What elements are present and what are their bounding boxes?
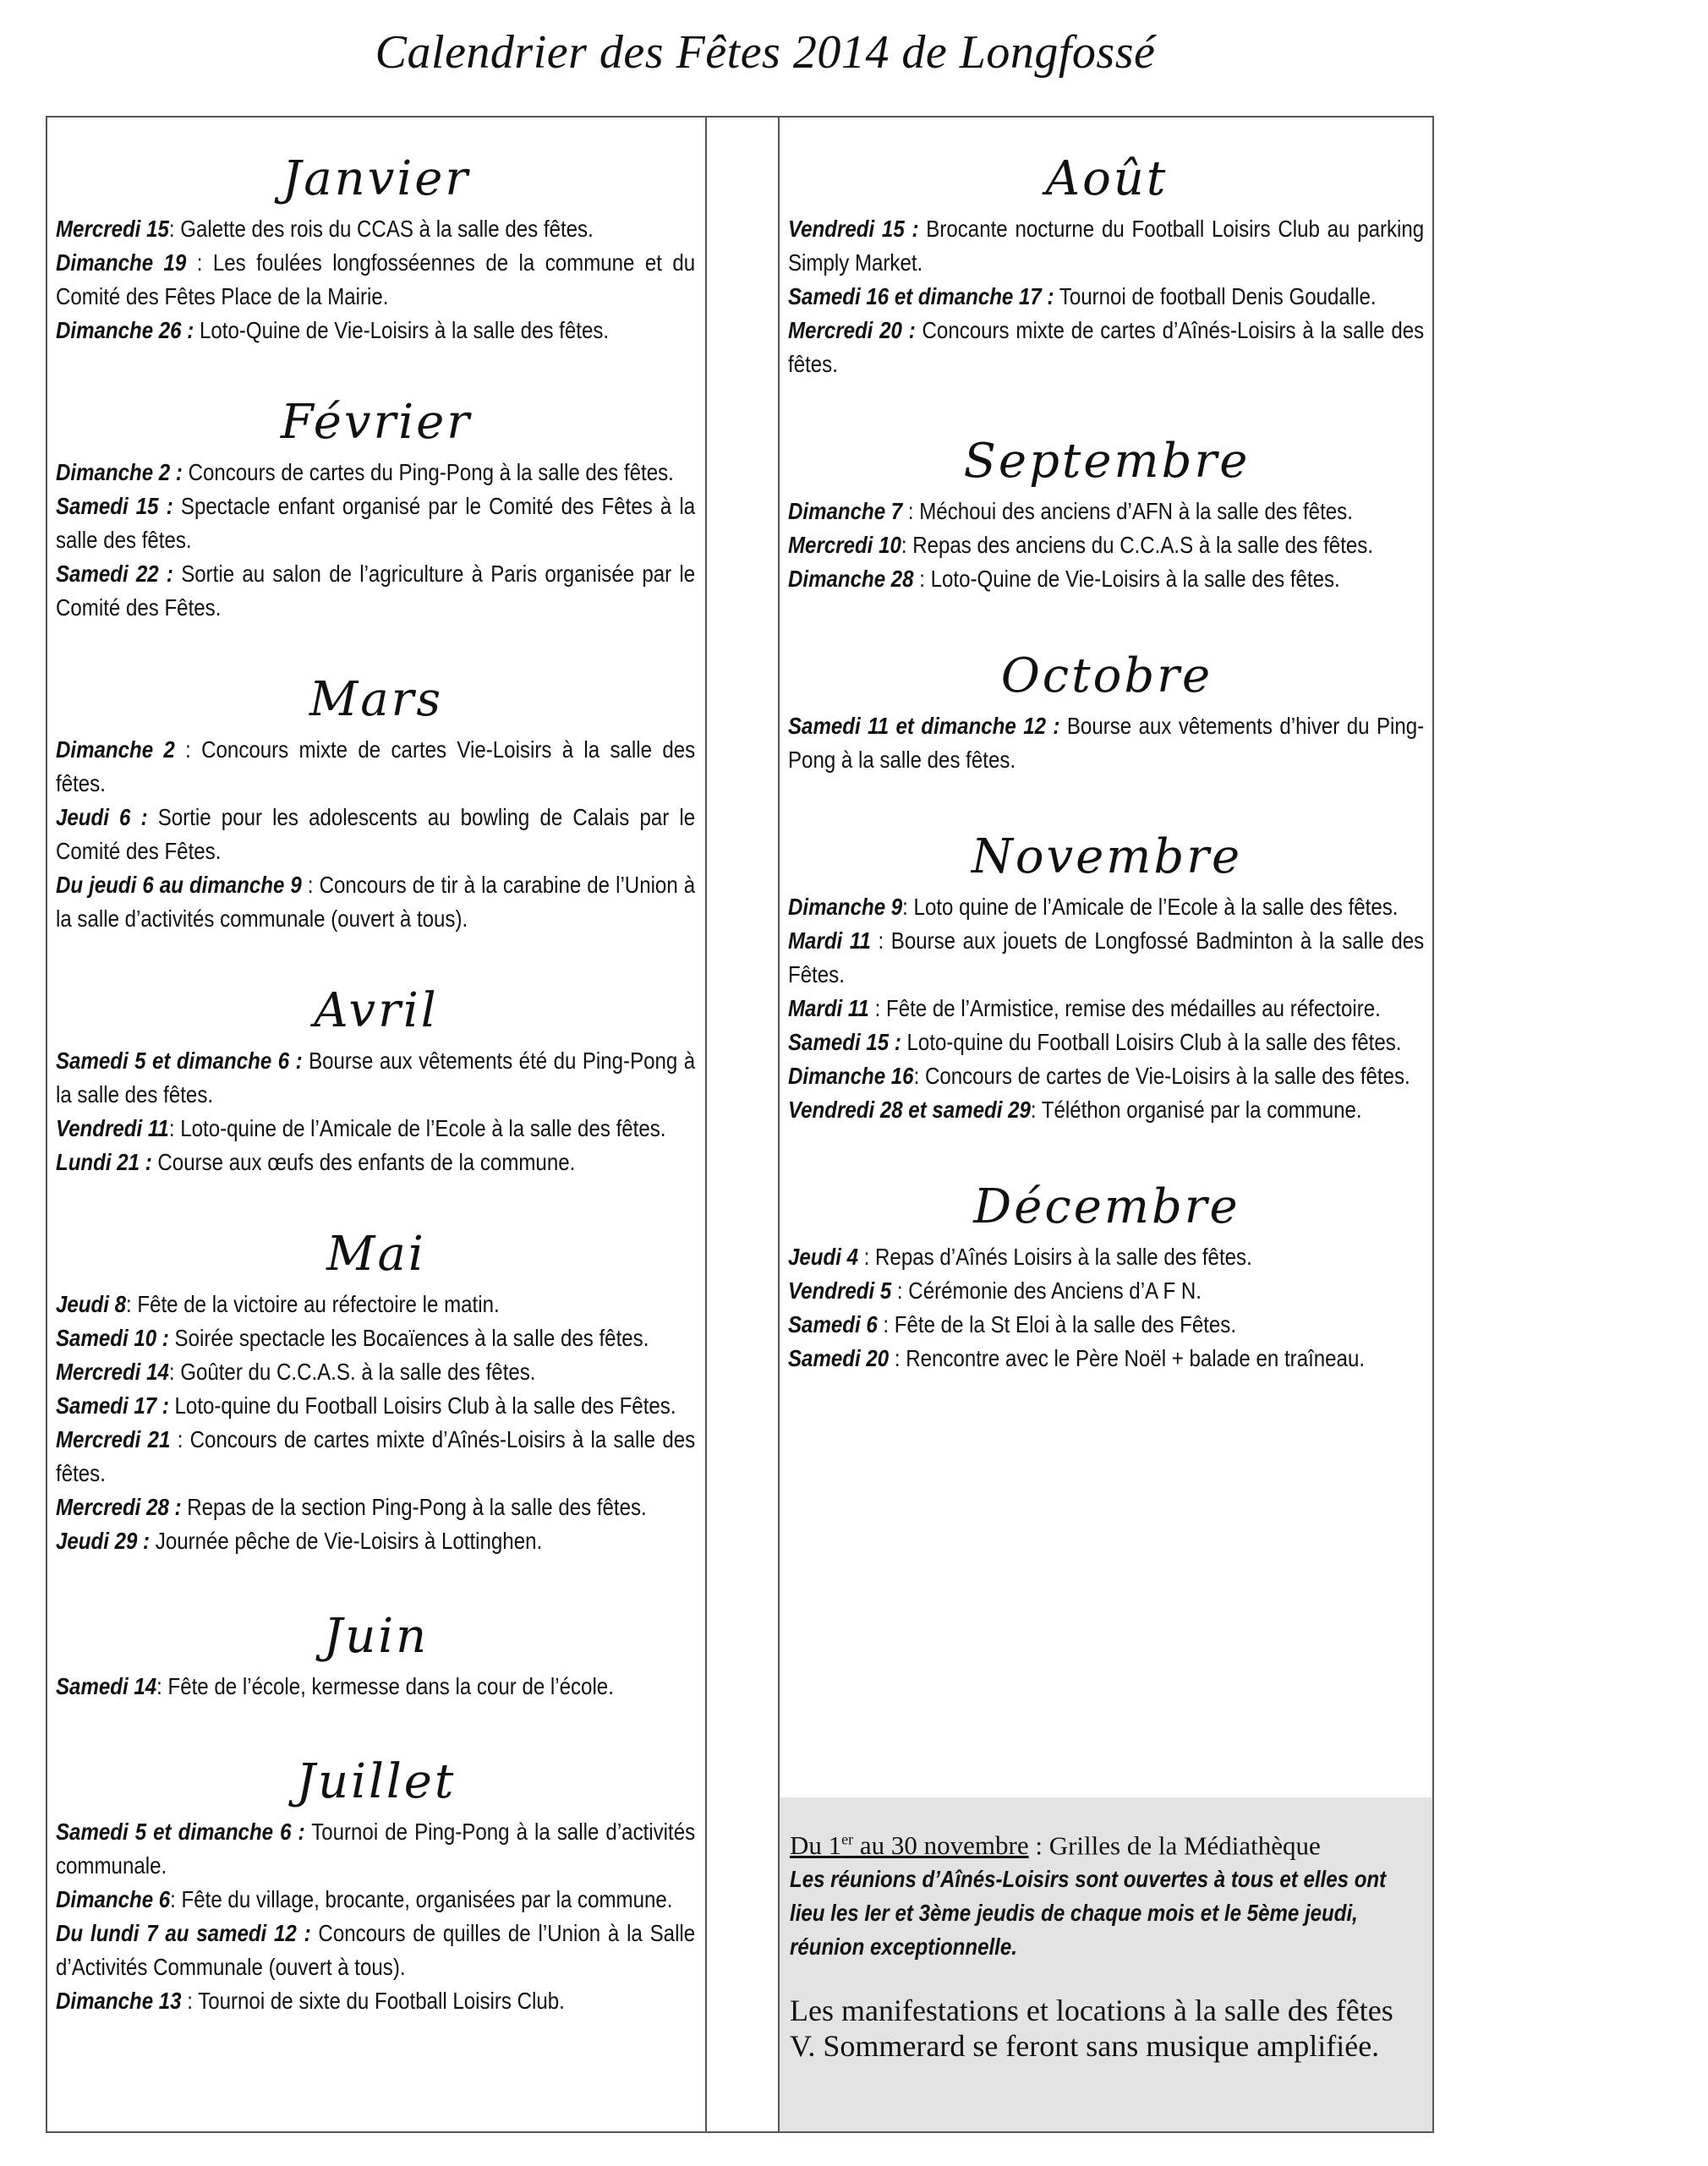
event-entry	[56, 733, 695, 801]
event-description: : Concours de cartes de Vie-Loisirs à la salle des fêtes.	[913, 1063, 1410, 1089]
month-heading: Octobre	[1000, 648, 1213, 703]
event-entry	[56, 801, 695, 868]
event-date: Samedi 5 et dimanche 6 :	[56, 1047, 303, 1074]
event-date: Mercredi 28 :	[56, 1494, 182, 1520]
expo-dates: Du 1er au 30 novembre	[790, 1830, 1029, 1861]
music-notice: Les manifestations et locations à la salle des fêtes V. Sommerard se feront sans musique amplifiée.	[790, 1994, 1393, 2064]
event-description: Sortie au salon de l’agriculture à Paris organisée par le Comité des Fêtes.	[56, 561, 696, 621]
event-entry	[788, 562, 1424, 596]
event-description: : Fête du village, brocante, organisées par la commune.	[170, 1886, 673, 1912]
event-date: Lundi 21 :	[56, 1149, 152, 1175]
event-entry	[56, 1490, 695, 1524]
event-date: Dimanche 9	[788, 894, 903, 920]
event-entry	[788, 528, 1424, 562]
event-entry	[56, 246, 695, 314]
event-entry	[56, 1524, 695, 1558]
event-date: Mercredi 10	[788, 532, 901, 558]
month-section-fevrier	[56, 395, 697, 625]
event-entry	[788, 1093, 1424, 1127]
event-description: : Repas d’Aînés Loisirs à la salle des fêtes.	[857, 1244, 1252, 1270]
month-heading: Août	[1045, 151, 1169, 206]
event-description: : Fête de l’école, kermesse dans la cour de l’école.	[156, 1673, 614, 1699]
event-description: : Fête de l’Armistice, remise des médailles au réfectoire.	[868, 995, 1381, 1021]
month-section-avril	[56, 983, 697, 1179]
event-description: : Les foulées longfosséennes de la commune et du Comité des Fêtes Place de la Mairie.	[56, 249, 696, 309]
event-entry	[788, 924, 1424, 992]
event-date: Jeudi 29 :	[56, 1528, 151, 1554]
month-section-octobre	[788, 648, 1426, 777]
event-entry	[788, 1240, 1424, 1274]
event-date: Mercredi 21	[56, 1426, 171, 1452]
event-description: : Repas des anciens du C.C.A.S à la salle des fêtes.	[901, 532, 1374, 558]
info-box	[780, 1797, 1432, 2131]
event-date: Mercredi 14	[56, 1359, 169, 1385]
event-date: Vendredi 11	[56, 1115, 169, 1141]
month-section-mai	[56, 1227, 697, 1558]
event-description: : Goûter du C.C.A.S. à la salle des fêtes.	[168, 1359, 536, 1385]
event-entry	[788, 992, 1424, 1026]
event-date: Mercredi 20 :	[788, 317, 916, 343]
event-date: Jeudi 4	[788, 1244, 858, 1270]
event-date: Dimanche 6	[56, 1886, 171, 1912]
event-date: Dimanche 2	[56, 736, 175, 763]
left-column	[46, 116, 705, 2018]
event-entry	[788, 890, 1424, 924]
event-entry	[56, 1815, 695, 1883]
event-date: Jeudi 8	[56, 1291, 126, 1317]
event-entry	[56, 314, 695, 347]
month-heading: Avril	[314, 983, 439, 1038]
event-description: Repas de la section Ping-Pong à la salle des fêtes.	[181, 1494, 647, 1520]
event-date: Dimanche 26 :	[56, 317, 194, 343]
event-date: Vendredi 5	[788, 1277, 892, 1304]
month-section-aout	[788, 151, 1426, 381]
event-entry	[56, 1984, 695, 2018]
event-entry	[56, 1288, 695, 1321]
event-entry	[788, 495, 1424, 528]
month-heading: Juin	[323, 1609, 430, 1664]
event-entry	[56, 557, 695, 625]
event-description: : Fête de la St Eloi à la salle des Fêtes.	[877, 1311, 1237, 1337]
event-entry	[788, 1308, 1424, 1342]
event-date: Jeudi 6 :	[56, 804, 148, 830]
event-date: Dimanche 7	[788, 498, 903, 524]
event-description: : Rencontre avec le Père Noël + balade en traîneau.	[889, 1345, 1366, 1371]
event-date: Du lundi 7 au samedi 12 :	[56, 1920, 311, 1946]
event-date: Samedi 22 :	[56, 561, 173, 587]
event-description: : Cérémonie des Anciens d’A F N.	[891, 1277, 1202, 1304]
month-section-janvier	[56, 151, 697, 347]
month-heading: Mars	[309, 672, 444, 727]
event-entry	[788, 1274, 1424, 1308]
event-description: : Loto quine de l’Amicale de l’Ecole à la salle des fêtes.	[902, 894, 1399, 920]
event-description: : Tournoi de sixte du Football Loisirs Club.	[181, 1988, 565, 2014]
event-description: : Galette des rois du CCAS à la salle des fêtes.	[168, 216, 594, 242]
event-entry	[788, 212, 1424, 280]
event-description: Bourse aux vêtements été du Ping-Pong à la salle des fêtes.	[56, 1047, 696, 1108]
event-entry	[56, 1044, 695, 1112]
event-date: Du jeudi 6 au dimanche 9	[56, 872, 302, 898]
event-date: Samedi 17 :	[56, 1392, 169, 1419]
mediatheque-notice: Du 1er au 30 novembre : Grilles de la Médiathèque	[790, 1830, 1321, 1861]
event-entry	[56, 868, 695, 936]
reunions-note: Les réunions d’Aînés-Loisirs sont ouvertes à tous et elles ont lieu les Ier et 3ème jeudis de chaque mois et le 5ème jeudi, réunion exceptionnelle.	[790, 1866, 1387, 1961]
event-entry	[788, 280, 1424, 314]
event-date: Dimanche 19	[56, 249, 187, 276]
event-date: Samedi 15 :	[788, 1029, 901, 1055]
event-description: Journée pêche de Vie-Loisirs à Lottinghen.	[150, 1528, 543, 1554]
right-column	[778, 116, 1434, 1376]
event-entry	[788, 314, 1424, 381]
event-description: Concours de cartes du Ping-Pong à la salle des fêtes.	[182, 459, 674, 485]
event-entry	[56, 1112, 695, 1146]
event-entry	[56, 1670, 695, 1704]
month-section-septembre	[788, 434, 1426, 596]
month-heading: Novembre	[971, 829, 1243, 884]
event-entry	[788, 1059, 1424, 1093]
month-section-juin	[56, 1609, 697, 1704]
event-entry	[788, 1026, 1424, 1059]
column-divider-left	[705, 116, 707, 2133]
event-description: Concours mixte de cartes d’Aînés-Loisirs à la salle des fêtes.	[788, 317, 1425, 377]
event-description: Loto-Quine de Vie-Loisirs à la salle des fêtes.	[194, 317, 610, 343]
event-description: Sortie pour les adolescents au bowling de Calais par le Comité des Fêtes.	[56, 804, 696, 864]
month-heading: Février	[280, 395, 473, 450]
event-entry	[56, 1423, 695, 1490]
event-entry	[56, 212, 695, 246]
month-section-novembre	[788, 829, 1426, 1127]
event-description: Brocante nocturne du Football Loisirs Club au parking Simply Market.	[788, 216, 1425, 276]
event-description: Concours de quilles de l’Union à la Salle d’Activités Communale (ouvert à tous).	[56, 1920, 696, 1980]
event-date: Samedi 16 et dimanche 17 :	[788, 283, 1054, 309]
event-entry	[56, 1389, 695, 1423]
event-date: Dimanche 28	[788, 566, 914, 592]
event-description: : Loto-Quine de Vie-Loisirs à la salle des fêtes.	[913, 566, 1340, 592]
month-heading: Septembre	[963, 434, 1251, 489]
event-date: Samedi 5 et dimanche 6 :	[56, 1819, 305, 1845]
event-entry	[788, 709, 1424, 777]
event-entry	[56, 1321, 695, 1355]
month-heading: Janvier	[282, 151, 471, 206]
event-date: Dimanche 2 :	[56, 459, 183, 485]
event-description: : Téléthon organisé par la commune.	[1030, 1097, 1362, 1123]
event-date: Samedi 6	[788, 1311, 878, 1337]
event-description: Tournoi de football Denis Goudalle.	[1054, 283, 1377, 309]
event-date: Mardi 11	[788, 995, 869, 1021]
event-date: Mardi 11	[788, 927, 871, 954]
event-description: : Concours de tir à la carabine de l’Union à la salle d’activités communale (ouvert à tous).	[56, 872, 696, 932]
event-date: Dimanche 13	[56, 1988, 182, 2014]
event-entry	[56, 1883, 695, 1917]
event-date: Dimanche 16	[788, 1063, 914, 1089]
event-description: Loto-quine du Football Loisirs Club à la salle des fêtes.	[901, 1029, 1402, 1055]
event-entry	[56, 1146, 695, 1179]
event-entry	[56, 456, 695, 490]
event-date: Samedi 20	[788, 1345, 890, 1371]
event-date: Samedi 15 :	[56, 493, 173, 519]
month-heading: Juillet	[296, 1754, 457, 1809]
event-description: : Méchoui des anciens d’AFN à la salle des fêtes.	[902, 498, 1353, 524]
month-section-juillet	[56, 1754, 697, 2018]
event-date: Samedi 14	[56, 1673, 157, 1699]
event-entry	[56, 490, 695, 557]
event-description: Bourse aux vêtements d’hiver du Ping-Pong à la salle des fêtes.	[788, 713, 1425, 773]
page-title: Calendrier des Fêtes 2014 de Longfossé	[375, 26, 1156, 79]
event-description: : Bourse aux jouets de Longfossé Badminton à la salle des Fêtes.	[788, 927, 1425, 987]
event-description: : Loto-quine de l’Amicale de l’Ecole à la salle des fêtes.	[168, 1115, 666, 1141]
event-date: Samedi 11 et dimanche 12 :	[788, 713, 1060, 739]
event-description: Loto-quine du Football Loisirs Club à la salle des Fêtes.	[168, 1392, 676, 1419]
event-description: Soirée spectacle les Bocaïences à la salle des fêtes.	[168, 1325, 649, 1351]
event-date: Mercredi 15	[56, 216, 169, 242]
event-description: Tournoi de Ping-Pong à la salle d’activités communale.	[56, 1819, 696, 1879]
event-entry	[788, 1342, 1424, 1376]
event-date: Samedi 10 :	[56, 1325, 169, 1351]
event-description: : Concours de cartes mixte d’Aînés-Loisirs à la salle des fêtes.	[56, 1426, 696, 1486]
event-date: Vendredi 28 et samedi 29	[788, 1097, 1031, 1123]
month-heading: Mai	[326, 1227, 426, 1282]
event-entry	[56, 1355, 695, 1389]
event-description: : Fête de la victoire au réfectoire le matin.	[125, 1291, 500, 1317]
month-section-decembre	[788, 1179, 1426, 1376]
event-entry	[56, 1917, 695, 1984]
event-description: Spectacle enfant organisé par le Comité des Fêtes à la salle des fêtes.	[56, 493, 696, 553]
event-date: Vendredi 15 :	[788, 216, 919, 242]
month-heading: Décembre	[973, 1179, 1240, 1234]
event-description: Course aux œufs des enfants de la commune.	[151, 1149, 576, 1175]
event-description: : Concours mixte de cartes Vie-Loisirs à la salle des fêtes.	[56, 736, 696, 796]
month-section-mars	[56, 672, 697, 936]
